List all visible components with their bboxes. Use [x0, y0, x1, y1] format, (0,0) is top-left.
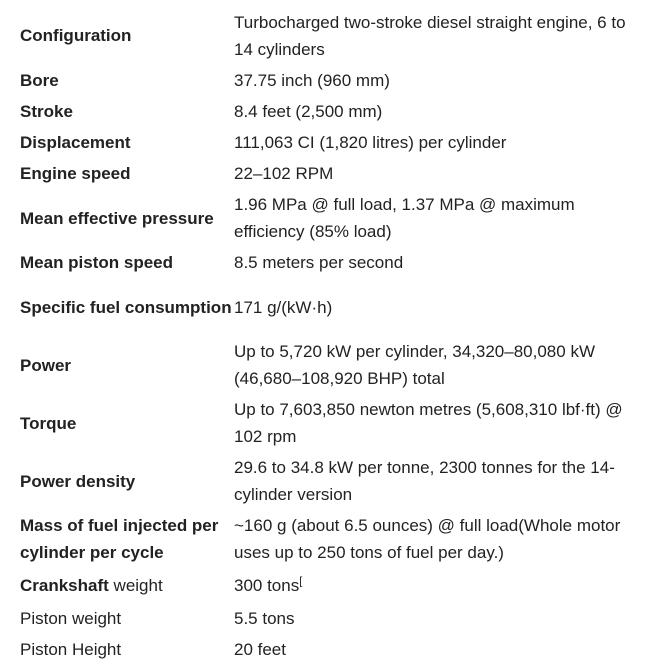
spec-label: Mean piston speed: [20, 253, 174, 272]
spec-row-bore: [20, 65, 640, 96]
spec-row-torque: [20, 394, 640, 452]
spec-value: Up to 5,720 kW per cylinder, 34,320–80,080 kW (46,680–108,920 BHP) total: [234, 342, 595, 388]
spec-value: [234, 568, 640, 603]
spec-label: Stroke: [20, 102, 73, 121]
spec-value: ~160 g (about 6.5 ounces) @ full load(Whole motor uses up to 250 tons of fuel per day.): [234, 516, 621, 562]
spec-label: Engine speed: [20, 164, 131, 183]
spec-label: Mean effective pressure: [20, 208, 214, 228]
spec-value: 37.75 inch (960 mm): [234, 71, 390, 90]
spec-label: [20, 568, 234, 603]
spec-value: 8.4 feet (2,500 mm): [234, 102, 383, 121]
spec-row-power: [20, 336, 640, 394]
spec-value-text: 300 tons: [234, 576, 300, 595]
spec-label: Displacement: [20, 133, 131, 152]
spec-value: Up to 7,603,850 newton metres (5,608,310 lbf·ft) @ 102 rpm: [234, 400, 623, 446]
spec-label: Piston Height: [20, 640, 122, 659]
spec-value: 5.5 tons: [234, 609, 295, 628]
spec-value: 22–102 RPM: [234, 164, 334, 183]
engine-spec-table: [20, 6, 640, 665]
spec-row-piston-weight: [20, 603, 640, 634]
spec-row-piston-height: [20, 634, 640, 665]
spec-label: Power: [20, 355, 72, 375]
spec-row-mean-effective-pressure: [20, 189, 640, 247]
spec-label: Mass of fuel injected per cylinder per cycle: [20, 516, 219, 562]
spec-value: 1.96 MPa @ full load, 1.37 MPa @ maximum efficiency (85% load): [234, 195, 575, 241]
spec-row-crankshaft-weight: [20, 568, 640, 603]
spec-row-specific-fuel-consumption: [20, 278, 640, 336]
spec-value: 171 g/(kW·h): [234, 297, 333, 317]
spec-row-power-density: [20, 452, 640, 510]
spec-value: 20 feet: [234, 640, 286, 659]
spec-label: Torque: [20, 413, 77, 433]
spec-label: Piston weight: [20, 609, 122, 628]
spec-label: Specific fuel consumption: [20, 297, 232, 317]
spec-label: Configuration: [20, 26, 132, 45]
spec-label: Power density: [20, 471, 136, 491]
citation-bracket[interactable]: [: [299, 575, 303, 588]
spec-row-engine-speed: [20, 158, 640, 189]
spec-value: Turbocharged two-stroke diesel straight engine, 6 to 14 cylinders: [234, 12, 626, 59]
spec-value: 29.6 to 34.8 kW per tonne, 2300 tonnes for the 14-cylinder version: [234, 458, 615, 504]
spec-value: 111,063 CI (1,820 litres) per cylinder: [234, 133, 507, 152]
spec-label-rest: weight: [108, 576, 163, 595]
spec-label: Bore: [20, 71, 59, 90]
spec-row-stroke: [20, 96, 640, 127]
spec-row-mean-piston-speed: [20, 247, 640, 278]
spec-row-configuration: [20, 6, 640, 65]
crankshaft-link-text: Crankshaft: [20, 576, 109, 595]
spec-value: 8.5 meters per second: [234, 253, 404, 272]
spec-row-fuel-mass-per-cycle: [20, 510, 640, 568]
spec-row-displacement: [20, 127, 640, 158]
